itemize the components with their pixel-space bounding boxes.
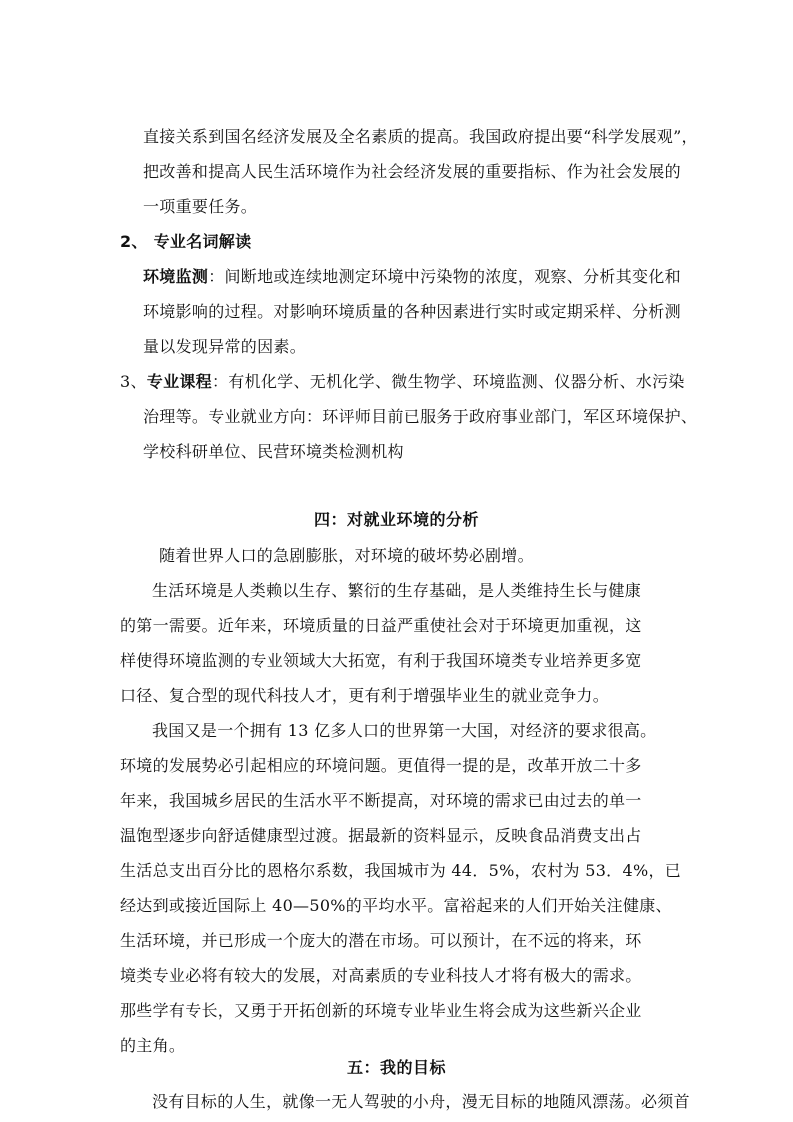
paragraph-line: 生活总支出百分比的恩格尔系数，我国城市为 44．5%，农村为 53．4%，已 xyxy=(120,861,682,880)
paragraph-line: 的第一需要。近年来，环境质量的日益严重使社会对于环境更加重视，这 xyxy=(120,616,642,635)
paragraph-line: 环境影响的过程。对影响环境质量的各种因素进行实时或定期采样、分析测 xyxy=(143,302,681,321)
section-3-line xyxy=(120,372,685,392)
paragraph-line: 的主角。 xyxy=(120,1036,186,1055)
paragraph-line: 经达到或接近国际上 40—50%的平均水平。富裕起来的人们开始关注健康、 xyxy=(120,896,672,915)
paragraph-line: 把改善和提高人民生活环境作为社会经济发展的重要指标、作为社会发展的 xyxy=(143,162,681,181)
paragraph-line: 温饱型逐步向舒适健康型过渡。据最新的资料显示，反映食品消费支出占 xyxy=(120,826,642,845)
paragraph-line: 直接关系到国名经济发展及全名素质的提高。我国政府提出要“科学发展观”， xyxy=(143,127,698,146)
paragraph-line: 生活环境是人类赖以生存、繁衍的生存基础，是人类维持生长与健康 xyxy=(152,581,642,600)
section-number: 3、 xyxy=(120,372,147,391)
term-label: 专业课程 xyxy=(146,372,212,391)
paragraph-line: 治理等。专业就业方向：环评师目前已服务于政府事业部门，军区环境保护、 xyxy=(143,407,698,426)
definition-line xyxy=(143,267,681,287)
section-heading-4: 四：对就业环境的分析 xyxy=(313,510,479,529)
definition-text: ：间断地或连续地测定环境中污染物的浓度，观察、分析其变化和 xyxy=(208,267,681,286)
paragraph-line: 生活环境，并已形成一个庞大的潜在市场。可以预计，在不远的将来，环 xyxy=(120,931,642,950)
term-label: 环境监测 xyxy=(143,267,209,286)
paragraph-line: 一项重要任务。 xyxy=(143,197,258,216)
paragraph-line: 那些学有专长，又勇于开拓创新的环境专业毕业生将会成为这些新兴企业 xyxy=(120,1001,642,1020)
paragraph-line: 口径、复合型的现代科技人才，更有利于增强毕业生的就业竞争力。 xyxy=(120,686,610,705)
paragraph-line: 环境的发展势必引起相应的环境问题。更值得一提的是，改革开放二十多 xyxy=(120,756,642,775)
paragraph-line: 随着世界人口的急剧膨胀，对环境的破坏势必剧增。 xyxy=(159,546,534,565)
paragraph-line: 量以发现异常的因素。 xyxy=(143,337,307,356)
paragraph-line: 我国又是一个拥有 13 亿多人口的世界第一大国，对经济的要求很高。 xyxy=(152,721,657,740)
paragraph-line: 样使得环境监测的专业领域大大拓宽，有利于我国环境类专业培养更多宽 xyxy=(120,651,642,670)
section-heading-5: 五：我的目标 xyxy=(346,1058,446,1077)
paragraph-line: 学校科研单位、民营环境类检测机构 xyxy=(143,442,404,461)
section-heading-2: 2、 专业名词解读 xyxy=(120,232,252,251)
definition-text: ：有机化学、无机化学、微生物学、环境监测、仪器分析、水污染 xyxy=(211,372,685,391)
paragraph-line: 没有目标的人生，就像一无人驾驶的小舟，漫无目标的地随风漂荡。必须首 xyxy=(152,1092,690,1111)
paragraph-line: 年来，我国城乡居民的生活水平不断提高，对环境的需求已由过去的单一 xyxy=(120,791,642,810)
paragraph-line: 境类专业必将有较大的发展，对高素质的专业科技人才将有极大的需求。 xyxy=(120,966,642,985)
